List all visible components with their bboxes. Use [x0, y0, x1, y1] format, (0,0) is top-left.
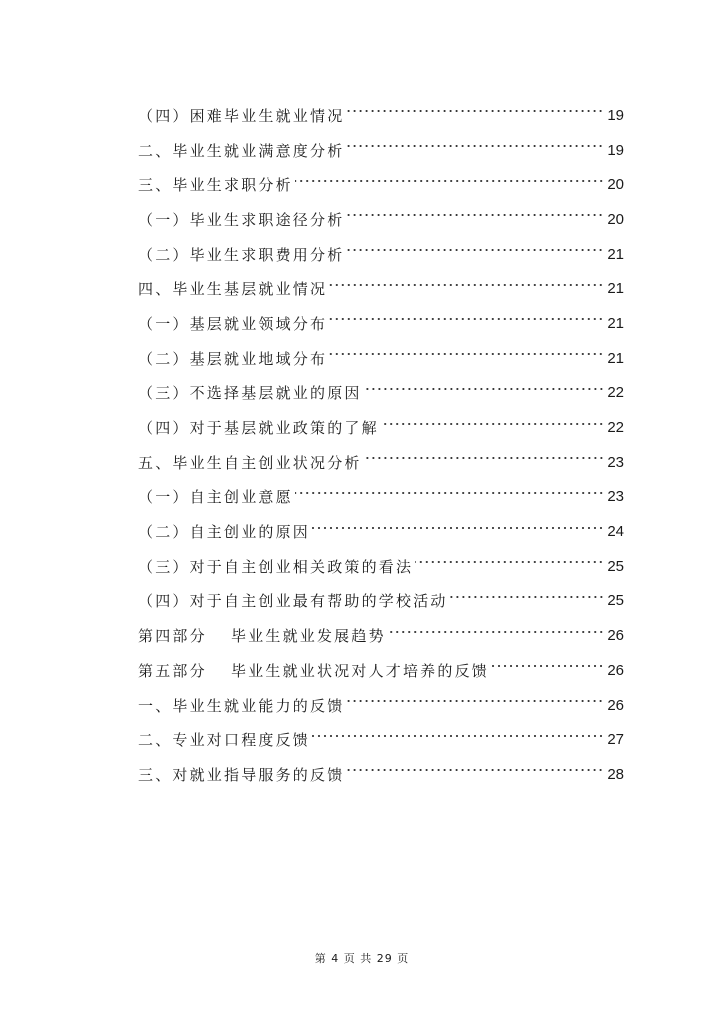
- dot-leader: [450, 592, 604, 602]
- toc-entry-page: 23: [607, 453, 624, 471]
- toc-entry-page: 28: [607, 765, 624, 783]
- dot-leader: [415, 557, 604, 567]
- dot-leader: [346, 245, 604, 255]
- dot-leader: [364, 453, 604, 463]
- toc-entry[interactable]: [138, 584, 624, 619]
- dot-leader: [491, 661, 604, 671]
- toc-entry-page: 19: [607, 106, 624, 124]
- toc-entry-page: 26: [607, 696, 624, 714]
- dot-leader: [329, 280, 604, 290]
- toc-entry[interactable]: [138, 167, 624, 202]
- toc-entry[interactable]: [138, 98, 624, 133]
- dot-leader: [329, 349, 604, 359]
- toc-entry[interactable]: [138, 306, 624, 341]
- toc-entry[interactable]: [138, 410, 624, 445]
- toc-entry-page: 21: [607, 314, 624, 332]
- toc-entry[interactable]: [138, 202, 624, 237]
- dot-leader: [346, 210, 604, 220]
- toc-entry[interactable]: [138, 237, 624, 272]
- dot-leader: [329, 314, 604, 324]
- toc-entry-page: 20: [607, 210, 624, 228]
- toc-entry[interactable]: [138, 341, 624, 376]
- dot-leader: [388, 627, 604, 637]
- dot-leader: [295, 176, 604, 186]
- toc-entry-title: （四）对于自主创业最有帮助的学校活动: [138, 592, 448, 611]
- toc-entry[interactable]: [138, 271, 624, 306]
- toc-entry-title: 二、专业对口程度反馈: [138, 731, 311, 750]
- toc-entry-title: 第四部分 毕业生就业发展趋势: [138, 627, 386, 646]
- toc-entry-page: 20: [607, 176, 624, 194]
- toc-entry-page: 21: [607, 280, 624, 298]
- dot-leader: [346, 765, 604, 775]
- toc-entry[interactable]: [138, 618, 624, 653]
- dot-leader: [381, 419, 604, 429]
- toc-entry-page: 26: [607, 661, 624, 679]
- toc-entry-page: 25: [607, 557, 624, 575]
- toc-entry-page: 24: [607, 523, 624, 541]
- toc-entry-title: 一、毕业生就业能力的反馈: [138, 696, 345, 715]
- toc-entry-title: （二）毕业生求职费用分析: [138, 245, 345, 264]
- dot-leader: [346, 141, 604, 151]
- toc-entry-title: （一）自主创业意愿: [138, 488, 293, 507]
- toc-entry-title: 第五部分 毕业生就业状况对人才培养的反馈: [138, 661, 489, 680]
- toc-entry[interactable]: [138, 480, 624, 515]
- dot-leader: [346, 696, 604, 706]
- toc-entry-page: 22: [607, 384, 624, 402]
- toc-entry-title: 四、毕业生基层就业情况: [138, 280, 328, 299]
- toc-entry-page: 19: [607, 141, 624, 159]
- dot-leader: [346, 106, 604, 116]
- toc-entry-title: （三）对于自主创业相关政策的看法: [138, 557, 414, 576]
- toc-entry-title: （四）对于基层就业政策的了解: [138, 419, 379, 438]
- toc-entry[interactable]: [138, 549, 624, 584]
- toc-entry-page: 26: [607, 627, 624, 645]
- toc-entry[interactable]: [138, 757, 624, 792]
- toc-entry-title: （一）毕业生求职途径分析: [138, 210, 345, 229]
- toc-entry[interactable]: [138, 653, 624, 688]
- toc-entry[interactable]: [138, 133, 624, 168]
- toc-entry-title: （二）基层就业地域分布: [138, 349, 328, 368]
- toc-entry[interactable]: [138, 445, 624, 480]
- toc-entry-page: 27: [607, 731, 624, 749]
- toc-entry-title: （四）困难毕业生就业情况: [138, 106, 345, 125]
- table-of-contents: [138, 98, 624, 792]
- toc-entry[interactable]: [138, 688, 624, 723]
- dot-leader: [295, 488, 604, 498]
- dot-leader: [312, 731, 604, 741]
- toc-entry[interactable]: [138, 514, 624, 549]
- dot-leader: [312, 523, 604, 533]
- toc-entry-title: 二、毕业生就业满意度分析: [138, 141, 345, 160]
- toc-entry-page: 22: [607, 419, 624, 437]
- toc-entry-title: （三）不选择基层就业的原因: [138, 384, 362, 403]
- toc-entry-page: 23: [607, 488, 624, 506]
- toc-entry-title: 三、毕业生求职分析: [138, 176, 293, 195]
- toc-entry-page: 21: [607, 349, 624, 367]
- toc-entry-page: 21: [607, 245, 624, 263]
- dot-leader: [364, 384, 604, 394]
- toc-entry[interactable]: [138, 722, 624, 757]
- toc-entry-title: 三、对就业指导服务的反馈: [138, 765, 345, 784]
- toc-entry-title: （一）基层就业领域分布: [138, 314, 328, 333]
- toc-entry[interactable]: [138, 376, 624, 411]
- toc-entry-page: 25: [607, 592, 624, 610]
- toc-entry-title: （二）自主创业的原因: [138, 523, 311, 542]
- toc-entry-title: 五、毕业生自主创业状况分析: [138, 453, 362, 472]
- page-footer: 第 4 页 共 29 页: [314, 952, 410, 965]
